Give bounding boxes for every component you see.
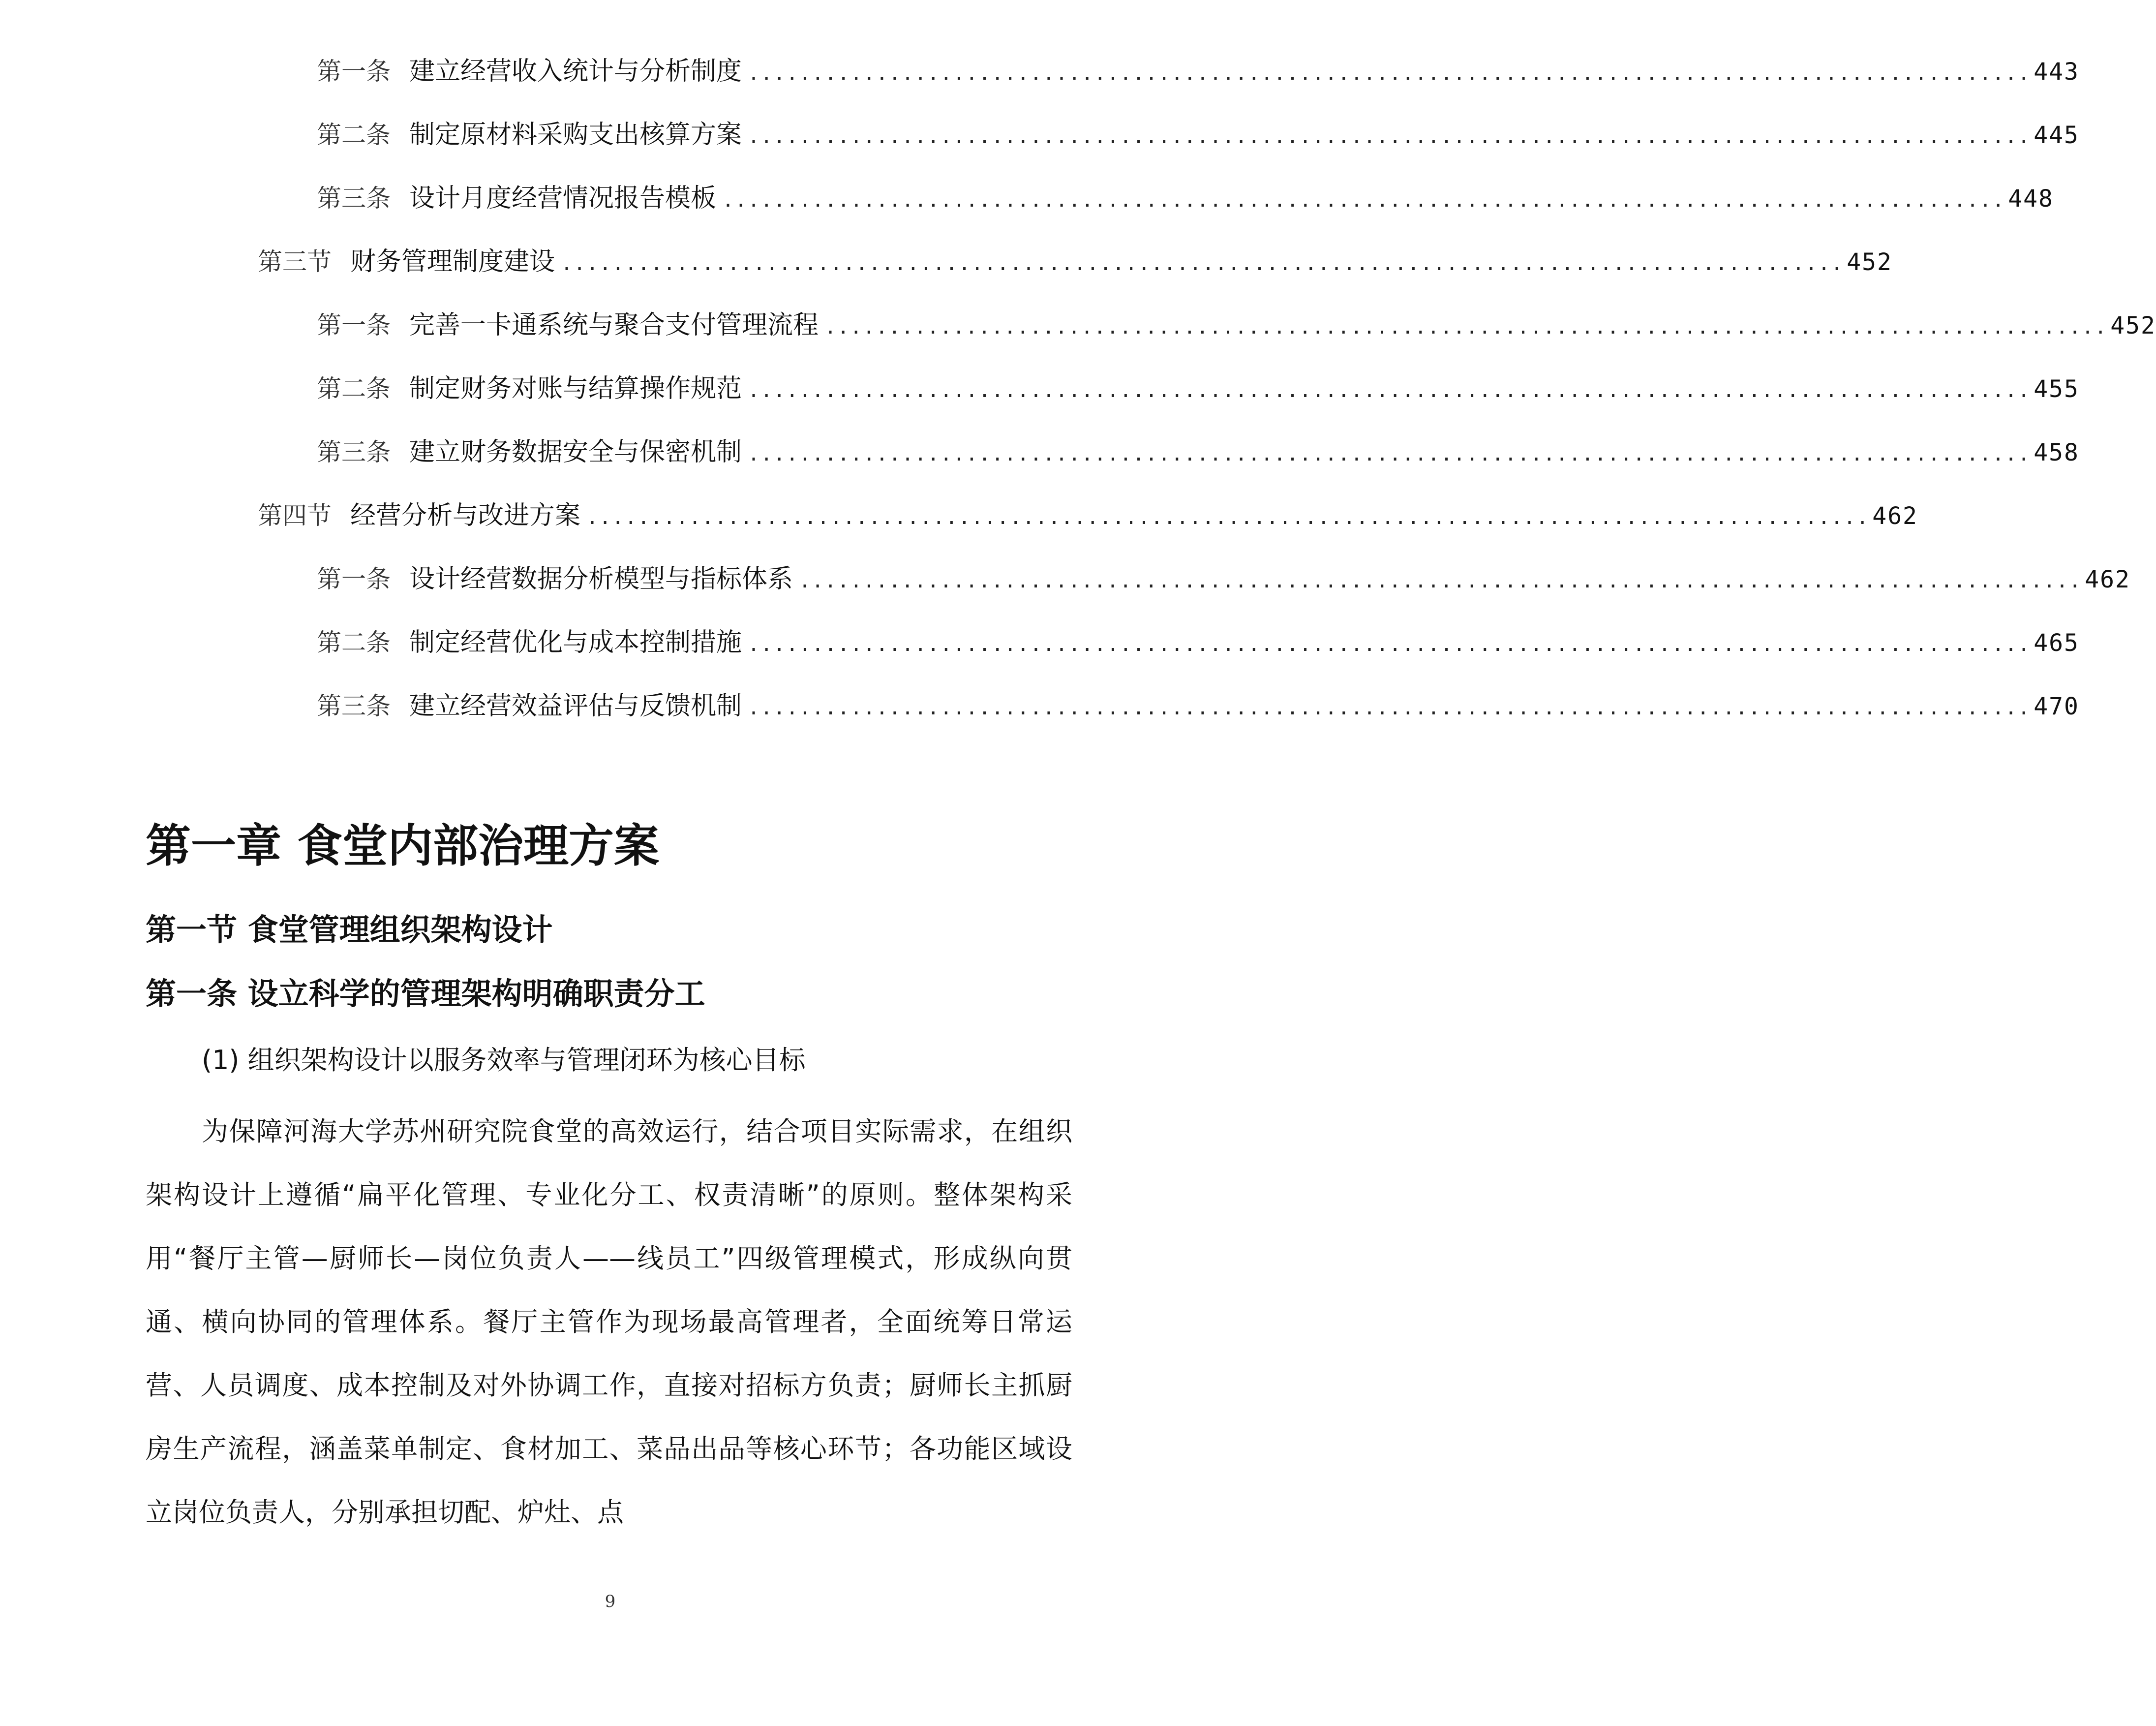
toc-entry-number: 第三节 [258, 247, 332, 276]
toc-entry[interactable] [317, 176, 2054, 220]
toc-entry[interactable] [317, 113, 2079, 157]
toc-entry-number: 第三条 [317, 184, 391, 213]
toc-entry-title: 财务管理制度建设 [350, 247, 555, 277]
toc-entry-number: 第二条 [317, 628, 391, 657]
toc-entry-title: 设计月度经营情况报告模板 [409, 184, 717, 213]
toc-entry-title: 经营分析与改进方案 [350, 501, 581, 530]
toc-entry-number: 第四节 [258, 501, 332, 530]
toc-leader-dots: .................................................................................................... [748, 633, 2031, 656]
sub-heading: (1) 组织架构设计以服务效率与管理闭环为核心目标 [202, 1045, 806, 1076]
toc-entry[interactable] [258, 240, 1892, 284]
body-paragraph: 为保障河海大学苏州研究院食堂的高效运行，结合项目实际需求，在组织架构设计上遵循“扁平化管理、专业化分工、权责清晰”的原则。整体架构采用“餐厅主管—厨师长—岗位负责人——线员工”四级管理模式，形成纵向贯通、横向协同的管理体系。餐厅主管作为现场最高管理者，全面统筹日常运营、人员调度、成本控制及对外协调工作，直接对招标方负责；厨师长主抓厨房生产流程，涵盖菜单制定、食材加工、菜品出品等核心环节；各功能区域设立岗位负责人，分别承担切配、炉灶、点 [146, 1116, 1072, 1528]
toc-entry-number: 第二条 [317, 121, 391, 149]
toc-entry-number: 第三条 [317, 692, 391, 720]
toc-entry-page: 455 [2034, 375, 2079, 403]
toc-entry-title: 完善一卡通系统与聚合支付管理流程 [409, 310, 819, 340]
toc-entry-page: 462 [1872, 502, 1918, 530]
toc-entry-page: 452 [2110, 312, 2156, 339]
toc-entry-title: 制定财务对账与结算操作规范 [409, 374, 742, 403]
toc-leader-dots: .................................................................................................... [586, 506, 1870, 529]
toc-entry-number: 第一条 [317, 565, 391, 593]
toc-leader-dots: .................................................................................................... [748, 443, 2031, 465]
toc-entry-page: 465 [2034, 629, 2079, 657]
toc-entry[interactable] [317, 49, 2079, 93]
toc-entry[interactable] [317, 303, 2156, 347]
article-title: 第一条 设立科学的管理架构明确职责分工 [146, 976, 705, 1012]
toc-entry-page: 458 [2034, 439, 2079, 466]
toc-entry-page: 462 [2085, 566, 2130, 593]
toc-entry-number: 第一条 [317, 57, 391, 86]
toc-entry-page: 448 [2008, 185, 2054, 213]
toc-entry-number: 第一条 [317, 311, 391, 339]
toc-entry-number: 第三条 [317, 438, 391, 466]
toc-entry-title: 建立经营收入统计与分析制度 [409, 57, 742, 86]
toc-leader-dots: .................................................................................................... [824, 316, 2108, 339]
toc-leader-dots: .................................................................................................... [748, 379, 2031, 402]
toc-entry[interactable] [317, 367, 2079, 411]
toc-leader-dots: .................................................................................................... [722, 189, 2005, 212]
toc-leader-dots: .................................................................................................... [799, 570, 2082, 592]
toc-entry[interactable] [317, 684, 2079, 728]
toc-entry-page: 470 [2034, 693, 2079, 720]
toc-entry-title: 制定原材料采购支出核算方案 [409, 120, 742, 150]
toc-entry-title: 设计经营数据分析模型与指标体系 [409, 564, 793, 594]
page-number: 9 [605, 1592, 616, 1611]
toc-entry[interactable] [258, 493, 1918, 538]
toc-leader-dots: .................................................................................................... [748, 62, 2031, 85]
section-title: 第一节 食堂管理组织架构设计 [146, 912, 553, 948]
toc-entry-page: 452 [1847, 248, 1892, 276]
toc-entry-title: 建立财务数据安全与保密机制 [409, 437, 742, 467]
toc-leader-dots: .................................................................................................... [748, 125, 2031, 148]
toc-leader-dots: .................................................................................................... [561, 252, 1844, 275]
toc-entry-title: 建立经营效益评估与反馈机制 [409, 691, 742, 721]
toc-entry-number: 第二条 [317, 374, 391, 403]
toc-entry-page: 443 [2034, 58, 2079, 86]
toc-entry-title: 制定经营优化与成本控制措施 [409, 628, 742, 657]
toc-entry[interactable] [317, 557, 2130, 601]
toc-entry[interactable] [317, 620, 2079, 665]
toc-entry-page: 445 [2034, 122, 2079, 149]
toc-leader-dots: .................................................................................................... [748, 697, 2031, 719]
chapter-title: 第一章 食堂内部治理方案 [146, 820, 660, 872]
toc-entry[interactable] [317, 430, 2079, 474]
